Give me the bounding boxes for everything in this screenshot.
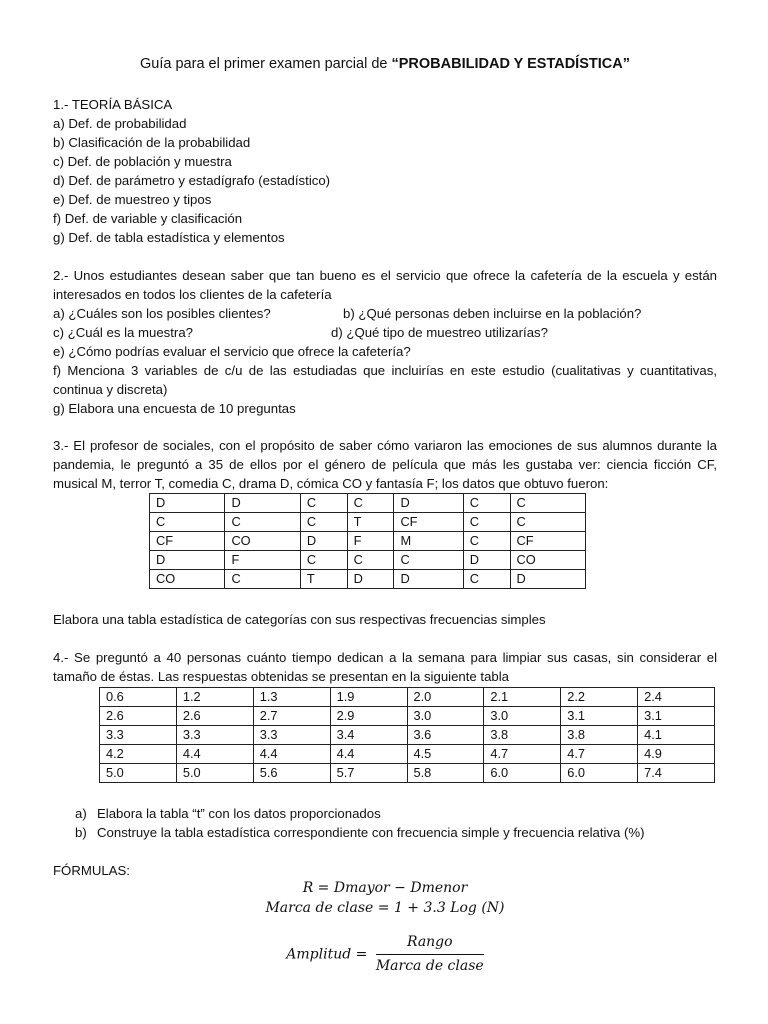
section-1-item-f: f) Def. de variable y clasificación [53, 211, 243, 226]
section-2-question-b: b) ¿Qué personas deben incluirse en la población? [343, 306, 642, 321]
genre-cell: C [463, 494, 510, 513]
genre-cell: C [394, 551, 463, 570]
formula-amplitude [53, 933, 717, 976]
genre-cell: CO [150, 570, 225, 589]
genre-cell: D [394, 494, 463, 513]
time-cell: 4.7 [484, 745, 561, 764]
section-2 [53, 266, 717, 418]
section-3 [53, 436, 717, 493]
time-cell: 2.2 [561, 688, 638, 707]
time-cell: 3.3 [176, 726, 253, 745]
time-cell: 1.2 [176, 688, 253, 707]
time-cell: 5.0 [176, 764, 253, 783]
genre-cell: M [394, 532, 463, 551]
genre-cell: D [300, 532, 347, 551]
time-cell: 5.6 [253, 764, 330, 783]
time-cell: 3.4 [330, 726, 407, 745]
time-row [100, 688, 715, 707]
time-cell: 3.6 [407, 726, 484, 745]
section-1-item-g: g) Def. de tabla estadística y elementos [53, 230, 285, 245]
genre-cell: C [300, 494, 347, 513]
time-cell: 2.7 [253, 707, 330, 726]
time-cell: 3.8 [561, 726, 638, 745]
task-a-marker: a) [75, 806, 87, 821]
section-1-item-c: c) Def. de población y muestra [53, 154, 232, 169]
section-2-row-cd [53, 323, 717, 342]
section-2-question-c: c) ¿Cuál es la muestra? [53, 325, 193, 340]
formulas-heading [53, 861, 717, 880]
genre-cell: D [510, 570, 586, 589]
amplitude-fraction [376, 933, 484, 976]
time-cell: 2.6 [100, 707, 177, 726]
section-4-task-a [75, 804, 717, 823]
genre-cell: C [225, 570, 300, 589]
genre-cell: CF [394, 513, 463, 532]
genre-row [150, 551, 586, 570]
genre-cell: CO [510, 551, 586, 570]
time-cell: 2.9 [330, 707, 407, 726]
genre-cell: C [150, 513, 225, 532]
time-cell: 3.3 [100, 726, 177, 745]
section-4-tasks [75, 804, 717, 842]
genre-cell: F [225, 551, 300, 570]
genre-cell: C [463, 532, 510, 551]
time-cell: 4.2 [100, 745, 177, 764]
time-cell: 2.0 [407, 688, 484, 707]
genre-cell: D [225, 494, 300, 513]
genre-row [150, 494, 586, 513]
genre-cell: C [510, 513, 586, 532]
time-cell: 5.0 [100, 764, 177, 783]
title-subject: “PROBABILIDAD Y ESTADÍSTICA” [391, 56, 630, 72]
genre-cell: F [347, 532, 394, 551]
section-2-question-d: d) ¿Qué tipo de muestreo utilizarías? [331, 325, 548, 340]
time-cell: 3.8 [484, 726, 561, 745]
task-a-text: Elabora la tabla “t” con los datos proporcionados [97, 806, 381, 821]
section-2-row-ab [53, 304, 717, 323]
time-cell: 4.4 [176, 745, 253, 764]
time-cell: 4.7 [561, 745, 638, 764]
movie-genre-table [149, 493, 586, 589]
genre-row [150, 513, 586, 532]
time-cell: 1.3 [253, 688, 330, 707]
time-cell: 3.0 [484, 707, 561, 726]
section-4 [53, 648, 717, 686]
section-4-task-b [75, 823, 717, 842]
section-1-item-a: a) Def. de probabilidad [53, 116, 187, 131]
time-cell: 5.8 [407, 764, 484, 783]
time-cell: 6.0 [561, 764, 638, 783]
time-cell: 4.4 [330, 745, 407, 764]
genre-cell: CF [510, 532, 586, 551]
section-2-question-e: e) ¿Cómo podrías evaluar el servicio que ofrece la cafetería? [53, 344, 411, 359]
task-b-text: Construye la tabla estadística correspondiente con frecuencia simple y frecuencia relativa (%) [97, 825, 645, 840]
genre-cell: T [300, 570, 347, 589]
genre-cell: D [150, 551, 225, 570]
genre-cell: C [225, 513, 300, 532]
genre-cell: C [300, 513, 347, 532]
formulas-title: FÓRMULAS: [53, 863, 130, 878]
time-cell: 4.9 [638, 745, 715, 764]
time-cell: 2.4 [638, 688, 715, 707]
genre-cell: C [347, 551, 394, 570]
formula-range: R = Dmayor − Dmenor [302, 880, 468, 896]
time-cell: 4.4 [253, 745, 330, 764]
time-cell: 0.6 [100, 688, 177, 707]
cleaning-time-table [99, 687, 715, 783]
genre-cell: C [463, 570, 510, 589]
section-1 [53, 95, 717, 247]
section-1-heading: 1.- TEORÍA BÁSICA [53, 97, 173, 112]
genre-cell: D [347, 570, 394, 589]
section-3-task-text: Elabora una tabla estadística de categorías con sus respectivas frecuencias simples [53, 612, 546, 627]
amplitude-lhs: Amplitud = [286, 946, 368, 963]
time-cell: 3.0 [407, 707, 484, 726]
genre-cell: CO [225, 532, 300, 551]
section-3-intro: 3.- El profesor de sociales, con el propósito de saber cómo variaron las emociones de sus alumnos durante la pandemia, le preguntó a 35 de ellos por el género de película que más les gustaba ver: ciencia ficción CF, musical M, terror T, comedia C, drama D, cómica CO y fantasía F; los datos que obtuvo fueron: [53, 438, 717, 491]
time-cell: 2.6 [176, 707, 253, 726]
genre-cell: C [300, 551, 347, 570]
genre-row [150, 570, 586, 589]
time-cell: 6.0 [484, 764, 561, 783]
time-cell: 4.1 [638, 726, 715, 745]
section-2-intro: 2.- Unos estudiantes desean saber que tan bueno es el servicio que ofrece la cafetería de la escuela y están interesados en todos los clientes de la cafetería [53, 268, 717, 302]
section-2-question-a: a) ¿Cuáles son los posibles clientes? [53, 306, 271, 321]
genre-cell: C [510, 494, 586, 513]
genre-cell: D [150, 494, 225, 513]
genre-cell: C [463, 513, 510, 532]
genre-cell: D [463, 551, 510, 570]
time-cell: 3.1 [638, 707, 715, 726]
time-cell: 2.1 [484, 688, 561, 707]
time-cell: 1.9 [330, 688, 407, 707]
genre-cell: D [394, 570, 463, 589]
genre-row [150, 532, 586, 551]
section-3-task [53, 610, 717, 629]
page-title [53, 55, 717, 74]
section-4-intro: 4.- Se preguntó a 40 personas cuánto tiempo dedican a la semana para limpiar sus casas, sin considerar el tamaño de éstas. Las respuestas obtenidas se presentan en la siguiente tabla [53, 650, 717, 684]
time-cell: 5.7 [330, 764, 407, 783]
section-2-question-f: f) Menciona 3 variables de c/u de las estudiadas que incluirías en este estudio (cualitativas y cuantitativas, continua y discreta) [53, 363, 717, 397]
amplitude-denominator: Marca de clase [375, 958, 484, 974]
time-cell: 7.4 [638, 764, 715, 783]
genre-cell: CF [150, 532, 225, 551]
time-row [100, 764, 715, 783]
section-1-item-b: b) Clasificación de la probabilidad [53, 135, 251, 150]
task-b-marker: b) [75, 825, 87, 840]
genre-cell: T [347, 513, 394, 532]
time-cell: 3.1 [561, 707, 638, 726]
genre-cell: C [347, 494, 394, 513]
section-1-item-e: e) Def. de muestreo y tipos [53, 192, 212, 207]
title-prefix: Guía para el primer examen parcial de [140, 56, 392, 72]
formula-class-mark: Marca de clase = 1 + 3.3 Log (N) [265, 900, 505, 916]
time-cell: 3.3 [253, 726, 330, 745]
time-row [100, 726, 715, 745]
section-1-item-d: d) Def. de parámetro y estadígrafo (estadístico) [53, 173, 331, 188]
time-cell: 4.5 [407, 745, 484, 764]
time-row [100, 745, 715, 764]
amplitude-numerator: Rango [376, 933, 484, 955]
section-2-question-g: g) Elabora una encuesta de 10 preguntas [53, 401, 296, 416]
time-row [100, 707, 715, 726]
